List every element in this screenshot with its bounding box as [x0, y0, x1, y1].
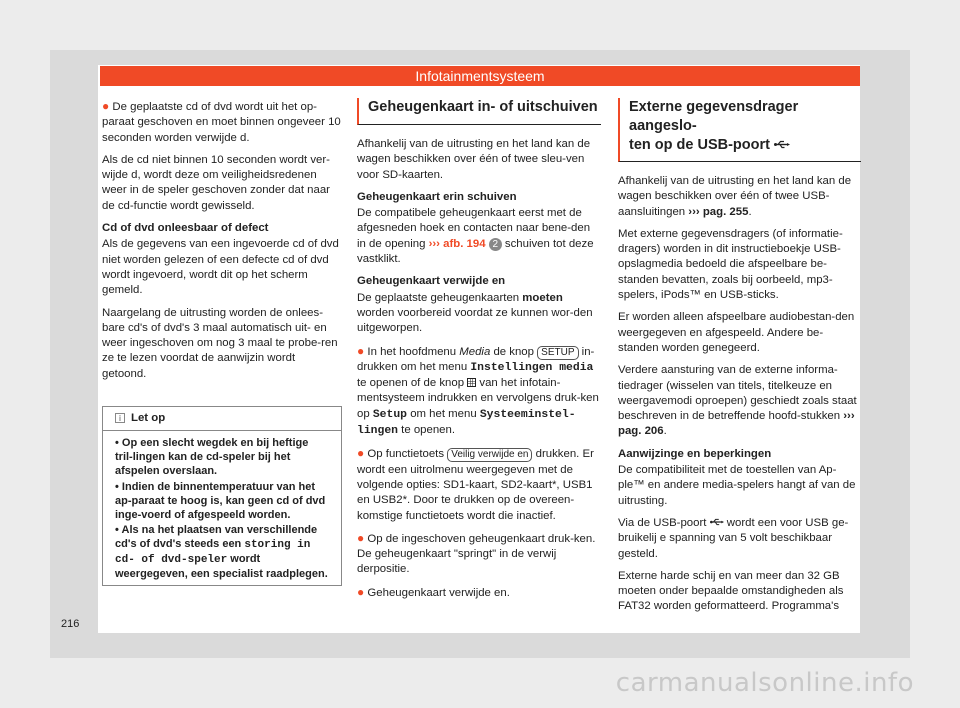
step-remove-card: ● Geheugenkaart verwijde en.	[357, 584, 510, 599]
section-title-usb: Externe gegevensdrager aangeslo- ten op de USB-poort	[618, 98, 861, 162]
heading-defect: Cd of dvd onleesbaar of defect	[102, 222, 269, 235]
note-item: • Op een slecht wegdek en bij heftige tril-lingen kan de cd-speler bij het afspelen overslaan.	[115, 437, 309, 477]
paragraph-slots: Afhankelij van de uitrusting en het land kan de wagen beschikken over één of twee sleu-ven voor SD-kaarten.	[357, 138, 591, 181]
usb-icon	[710, 518, 724, 526]
note-title: Let op	[131, 412, 166, 424]
bullet-icon: ●	[357, 446, 365, 461]
heading-limitations: Aanwijzinge en beperkingen	[618, 447, 772, 460]
paragraph-playable: Er worden alleen afspeelbare audiobestan-den weergegeven en afgespeeld. Andere be-standen worden genegeerd.	[618, 311, 855, 354]
paragraph-remove: De geplaatste geheugenkaarten moeten worden voorbereid voordat ze kunnen wor-den uitgeworpen.	[357, 291, 593, 335]
paragraph-compatibility: De compatibiliteit met de toestellen van Ap-ple™ en andere media-spelers hangt af van de uitrusting.	[618, 464, 856, 507]
step-safe-remove: ● Op functietoets Veilig verwijde en drukken. Er wordt een uitrolmenu weergegeven met de volgende opties: SD1-kaart, SD2-kaart*, USB1 en USB2*. Door te drukken op de overeen-komstige functietoets wordt die inactief.	[357, 446, 594, 522]
step-press-card: ● Op de ingeschoven geheugenkaart druk-ken. De geheugenkaart "springt" in de verwij derpositie.	[357, 530, 596, 576]
bullet-icon: ●	[357, 584, 365, 599]
info-icon: i	[115, 413, 125, 423]
page-number: 216	[61, 618, 80, 630]
paragraph-control: Verdere aansturing van de externe informa-tiedrager (wisselen van titels, titelkeuze en weergavemodi oproepen) geschiedt zoals staat beschreven in de betreffende hoofd-stukken ››› pag. 206.	[618, 364, 857, 438]
figure-link[interactable]: ››› afb. 194	[428, 237, 486, 250]
watermark: carmanualsonline.info	[615, 668, 914, 698]
section-title-memory-card: Geheugenkaart in- of uitschuiven	[357, 98, 601, 125]
paragraph-usb-ports: Afhankelij van de uitrusting en het land kan de wagen beschikken over één of twee USB-aansluitingen ››› pag. 255.	[618, 175, 852, 218]
step-menu: ● In het hoofdmenu Media de knop SETUP in-drukken om het menu Instellingen media te openen of de knop van het infotain-mentsysteem indrukken en vervolgens druk-ken op Setup om het menu Systeeminstel-lingen te openen.	[357, 343, 599, 438]
note-body	[103, 431, 341, 582]
paragraph-defect: Als de gegevens van een ingevoerde cd of dvd niet worden gelezen of een defecte cd of dvd wordt ingevoerd, wordt dit op het scherm gemeld.	[102, 238, 339, 297]
paragraph-media: Met externe gegevensdragers (of informatie-dragers) worden in dit instructieboekje USB-opslagmedia bedoeld die afspeelbare be-standen bevatten, zoals bij oorbeeld, mp3-spelers, iPods™ en USB-sticks.	[618, 227, 843, 302]
menu-grid-icon	[467, 378, 476, 387]
bullet-icon: ●	[357, 343, 365, 358]
paragraph-voltage: Via de USB-poort wordt een voor USB ge-bruikelij e spanning van 5 volt beschikbaar gesteld.	[618, 516, 849, 560]
paragraph-harddisk: Externe harde schij en van meer dan 32 GB moeten onder bepaalde omstandigheden als FAT32 worden geformatteerd. Programma's	[618, 569, 844, 613]
paragraph-reinsert: Als de cd niet binnen 10 seconden wordt ver-wijde d, wordt deze om veiligheidsredenen weer in de speler geschoven zonder dat naar de cd-functie wordt gewisseld.	[102, 153, 330, 212]
chapter-header: Infotainmentsysteem	[100, 66, 860, 86]
column-3	[618, 98, 861, 622]
note-item: • Indien de binnentemperatuur van het ap-paraat te hoog is, kan geen cd of dvd inge-voerd of afgespeeld worden.	[115, 480, 326, 521]
usb-icon	[774, 140, 790, 149]
safe-remove-key: Veilig verwijde en	[447, 448, 532, 462]
column-2	[357, 98, 601, 608]
page-link[interactable]: ››› pag. 255	[688, 205, 749, 218]
note-box	[102, 406, 342, 586]
heading-insert: Geheugenkaart erin schuiven	[357, 190, 517, 203]
bullet-icon: ●	[102, 99, 110, 113]
callout-number: 2	[489, 238, 502, 251]
note-header	[103, 407, 341, 431]
paragraph-insert: De compatibele geheugenkaart eerst met de afgesneden hoek en contacten naar bene-den in de opening ››› afb. 194 2 schuiven tot deze vastklikt.	[357, 207, 594, 266]
bullet-icon: ●	[357, 530, 365, 545]
paragraph-retry: Naargelang de uitrusting worden de onlees-bare cd's of dvd's 3 maal automatisch uit- en weer ingeschoven om nog 3 maal te probe-ren ze te lezen voordat de aanwijzin wordt getoond.	[102, 306, 338, 380]
setup-key: SETUP	[537, 346, 578, 360]
page-link[interactable]: ››› pag. 206	[618, 410, 855, 438]
column-1	[102, 99, 342, 389]
heading-remove: Geheugenkaart verwijde en	[357, 275, 506, 288]
note-item: • Als na het plaatsen van verschillende cd's of dvd's steeds een storing in cd- of dvd-speler wordt weergegeven, een specialist raadplegen.	[115, 524, 328, 581]
paragraph-eject: ● De geplaatste cd of dvd wordt uit het op-paraat geschoven en moet binnen ongeveer 10 seconden worden verwijde d.	[102, 99, 341, 144]
